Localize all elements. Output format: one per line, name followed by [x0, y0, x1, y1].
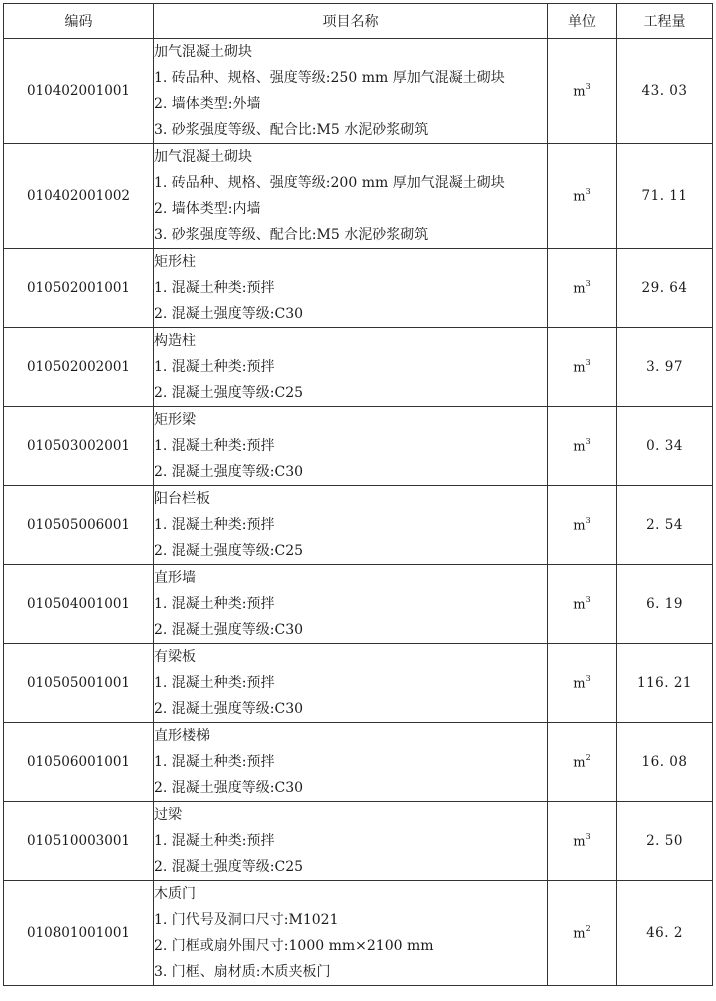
item-code: 010510003001	[4, 802, 154, 881]
unit-base: m	[573, 84, 586, 100]
item-quantity: 2. 50	[617, 802, 713, 881]
item-detail-line: 3. 砂浆强度等级、配合比:M5 水泥砂浆砌筑	[154, 227, 429, 243]
item-description	[154, 802, 548, 881]
item-quantity: 116. 21	[617, 644, 713, 723]
table-row	[4, 407, 713, 486]
unit-exponent: 2	[585, 752, 591, 762]
item-unit	[548, 328, 617, 407]
item-detail-line: 1. 混凝土种类:预拌	[154, 359, 275, 375]
item-title: 构造柱	[154, 333, 196, 349]
item-code: 010402001002	[4, 144, 154, 249]
item-detail-line: 2. 混凝土强度等级:C30	[154, 622, 304, 638]
item-code: 010505001001	[4, 644, 154, 723]
item-quantity: 29. 64	[617, 249, 713, 328]
item-title: 直形楼梯	[154, 728, 210, 744]
unit-exponent: 2	[585, 923, 591, 933]
item-code: 010402001001	[4, 39, 154, 144]
table-row	[4, 565, 713, 644]
item-detail-line: 2. 墙体类型:外墙	[154, 96, 261, 112]
table-row	[4, 881, 713, 986]
item-title: 加气混凝土砌块	[154, 149, 252, 165]
bill-of-quantities-table	[3, 3, 713, 986]
table-row	[4, 644, 713, 723]
table-row	[4, 144, 713, 249]
unit-base: m	[573, 755, 586, 771]
item-description	[154, 328, 548, 407]
table-row	[4, 39, 713, 144]
table-row	[4, 328, 713, 407]
unit-base: m	[573, 597, 586, 613]
item-description	[154, 644, 548, 723]
item-unit	[548, 881, 617, 986]
item-title: 直形墙	[154, 570, 196, 586]
table-row	[4, 249, 713, 328]
item-unit	[548, 144, 617, 249]
item-detail-line: 2. 混凝土强度等级:C30	[154, 701, 304, 717]
unit-base: m	[573, 360, 586, 376]
item-unit	[548, 723, 617, 802]
item-quantity: 46. 2	[617, 881, 713, 986]
item-description	[154, 39, 548, 144]
unit-exponent: 3	[585, 436, 591, 446]
item-detail-line: 2. 混凝土强度等级:C25	[154, 543, 304, 559]
table-row	[4, 802, 713, 881]
item-detail-line: 2. 混凝土强度等级:C30	[154, 464, 304, 480]
item-quantity: 0. 34	[617, 407, 713, 486]
item-detail-line: 1. 门代号及洞口尺寸:M1021	[154, 912, 339, 928]
item-detail-line: 1. 砖品种、规格、强度等级:200 mm 厚加气混凝土砌块	[154, 175, 505, 191]
item-detail-line: 1. 混凝土种类:预拌	[154, 833, 275, 849]
item-quantity: 71. 11	[617, 144, 713, 249]
item-title: 矩形梁	[154, 412, 196, 428]
item-description	[154, 565, 548, 644]
item-title: 过梁	[154, 807, 182, 823]
unit-base: m	[573, 834, 586, 850]
unit-exponent: 3	[585, 278, 591, 288]
item-code: 010503002001	[4, 407, 154, 486]
unit-exponent: 3	[585, 357, 591, 367]
item-unit	[548, 486, 617, 565]
table-row	[4, 723, 713, 802]
unit-exponent: 3	[585, 594, 591, 604]
item-quantity: 16. 08	[617, 723, 713, 802]
item-title: 木质门	[154, 886, 196, 902]
item-title: 加气混凝土砌块	[154, 44, 252, 60]
unit-base: m	[573, 281, 586, 297]
item-detail-line: 2. 门框或扇外围尺寸:1000 mm×2100 mm	[154, 938, 434, 954]
item-unit	[548, 565, 617, 644]
item-title: 阳台栏板	[154, 491, 210, 507]
item-detail-line: 1. 砖品种、规格、强度等级:250 mm 厚加气混凝土砌块	[154, 70, 505, 86]
item-description	[154, 249, 548, 328]
item-quantity: 6. 19	[617, 565, 713, 644]
unit-base: m	[573, 926, 586, 942]
item-unit	[548, 407, 617, 486]
table-body	[4, 39, 713, 986]
item-detail-line: 3. 门框、扇材质:木质夹板门	[154, 964, 331, 980]
item-code: 010502002001	[4, 328, 154, 407]
item-unit	[548, 802, 617, 881]
item-description	[154, 881, 548, 986]
unit-base: m	[573, 518, 586, 534]
header-quantity: 工程量	[617, 4, 713, 39]
item-detail-line: 2. 混凝土强度等级:C30	[154, 306, 304, 322]
item-detail-line: 3. 砂浆强度等级、配合比:M5 水泥砂浆砌筑	[154, 122, 429, 138]
item-unit	[548, 249, 617, 328]
unit-exponent: 3	[585, 673, 591, 683]
unit-exponent: 3	[585, 81, 591, 91]
item-detail-line: 1. 混凝土种类:预拌	[154, 280, 275, 296]
unit-exponent: 3	[585, 831, 591, 841]
item-code: 010506001001	[4, 723, 154, 802]
item-quantity: 2. 54	[617, 486, 713, 565]
item-detail-line: 1. 混凝土种类:预拌	[154, 596, 275, 612]
header-code: 编码	[4, 4, 154, 39]
item-detail-line: 2. 混凝土强度等级:C25	[154, 859, 304, 875]
item-quantity: 43. 03	[617, 39, 713, 144]
item-unit	[548, 39, 617, 144]
unit-base: m	[573, 676, 586, 692]
item-detail-line: 1. 混凝土种类:预拌	[154, 438, 275, 454]
table-row	[4, 486, 713, 565]
header-row	[4, 4, 713, 39]
item-code: 010504001001	[4, 565, 154, 644]
item-title: 有梁板	[154, 649, 196, 665]
item-description	[154, 144, 548, 249]
unit-exponent: 3	[585, 186, 591, 196]
item-detail-line: 2. 混凝土强度等级:C30	[154, 780, 304, 796]
header-name: 项目名称	[154, 4, 548, 39]
item-title: 矩形柱	[154, 254, 196, 270]
item-detail-line: 1. 混凝土种类:预拌	[154, 675, 275, 691]
item-description	[154, 486, 548, 565]
unit-base: m	[573, 189, 586, 205]
item-description	[154, 407, 548, 486]
item-detail-line: 1. 混凝土种类:预拌	[154, 754, 275, 770]
item-quantity: 3. 97	[617, 328, 713, 407]
item-code: 010505006001	[4, 486, 154, 565]
table-header	[4, 4, 713, 39]
item-code: 010801001001	[4, 881, 154, 986]
unit-base: m	[573, 439, 586, 455]
item-code: 010502001001	[4, 249, 154, 328]
item-description	[154, 723, 548, 802]
unit-exponent: 3	[585, 515, 591, 525]
item-detail-line: 1. 混凝土种类:预拌	[154, 517, 275, 533]
item-detail-line: 2. 墙体类型:内墙	[154, 201, 261, 217]
item-detail-line: 2. 混凝土强度等级:C25	[154, 385, 304, 401]
item-unit	[548, 644, 617, 723]
header-unit: 单位	[548, 4, 617, 39]
